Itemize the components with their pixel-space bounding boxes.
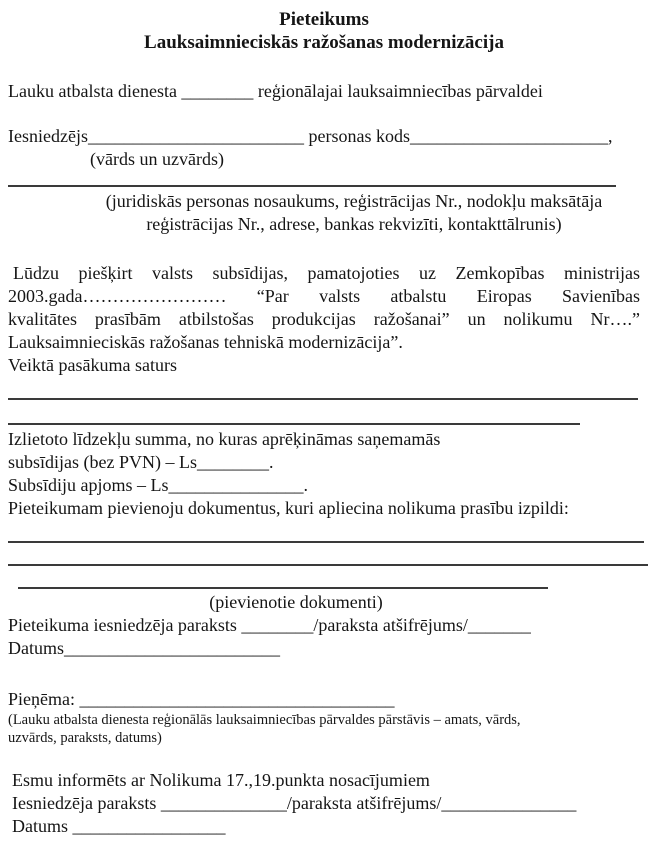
request-line-4: Lauksaimnieciskās ražošanas tehniskā modernizācija”. (8, 332, 403, 352)
received-by-line: Pieņēma: ___________________________________ (8, 689, 395, 709)
form-title: Pieteikums (279, 9, 369, 30)
request-paragraph (8, 262, 650, 377)
applicant-date-line: Datums________________________ (8, 638, 280, 658)
measure-content-blank-line-1 (8, 398, 638, 400)
documents-blank-line-2 (8, 564, 648, 566)
funds-sum-line-1: Izlietoto līdzekļu summa, no kuras aprēķināmas saņemamās (8, 429, 441, 449)
received-by-hint-line-2: uzvārds, paraksts, datums) (8, 730, 162, 746)
legal-entity-hint-line-1: (juridiskās personas nosaukums, reģistrācijas Nr., nodokļu maksātāja (105, 191, 603, 211)
received-by-hint-line-1: (Lauku atbalsta dienesta reģionālās lauksaimniecības pārvaldes pārstāvis – amats, vārds, (8, 712, 521, 728)
addressee-line: Lauku atbalsta dienesta ________ reģionālajai lauksaimniecības pārvaldei (8, 81, 543, 101)
name-hint: (vārds un uzvārds) (90, 149, 224, 169)
confirmation-date-line: Datums _________________ (12, 816, 226, 836)
measure-content-blank-line-2 (8, 423, 580, 425)
legal-entity-blank-line (8, 185, 616, 187)
confirmation-signature-line: Iesniedzēja paraksts ______________/paraksta atšifrējums/_______________ (12, 793, 577, 813)
form-subtitle: Lauksaimnieciskās ražošanas modernizācija (144, 32, 504, 53)
subsidy-amount-line: Subsīdiju apjoms – Ls_______________. (8, 475, 309, 495)
informed-statement-line: Esmu informēts ar Nolikuma 17.,19.punkta nosacījumiem (12, 770, 430, 790)
request-line-1: Lūdzu piešķirt valsts subsīdijas, pamatojoties uz Zemkopības ministrijas (13, 263, 640, 283)
request-line-3: kvalitātes prasībām atbilstošas produkcijas ražošanai” un nolikumu Nr….” (8, 309, 640, 329)
applicant-signature-line: Pieteikuma iesniedzēja paraksts ________/paraksta atšifrējums/_______ (8, 615, 531, 635)
attached-documents-hint: (pievienotie dokumenti) (209, 592, 383, 612)
applicant-name-field-line: Iesniedzējs________________________ personas kods______________________, (8, 126, 613, 146)
confirmation-block (8, 769, 650, 838)
funds-sum-line-2: subsīdijas (bez PVN) – Ls________. (8, 452, 274, 472)
measure-content-label: Veiktā pasākuma saturs (8, 355, 177, 375)
request-line-2: 2003.gada…………………… “Par valsts atbalstu Eiropas Savienības (8, 286, 640, 306)
documents-intro-line: Pieteikumam pievienoju dokumentus, kuri apliecina nolikuma prasību izpildi: (8, 498, 569, 518)
amounts-block (8, 428, 650, 520)
legal-entity-hint-line-2: reģistrācijas Nr., adrese, bankas rekvizīti, kontakttālrunis) (146, 214, 562, 234)
documents-blank-line-1 (8, 541, 644, 543)
documents-blank-line-3 (18, 587, 548, 589)
